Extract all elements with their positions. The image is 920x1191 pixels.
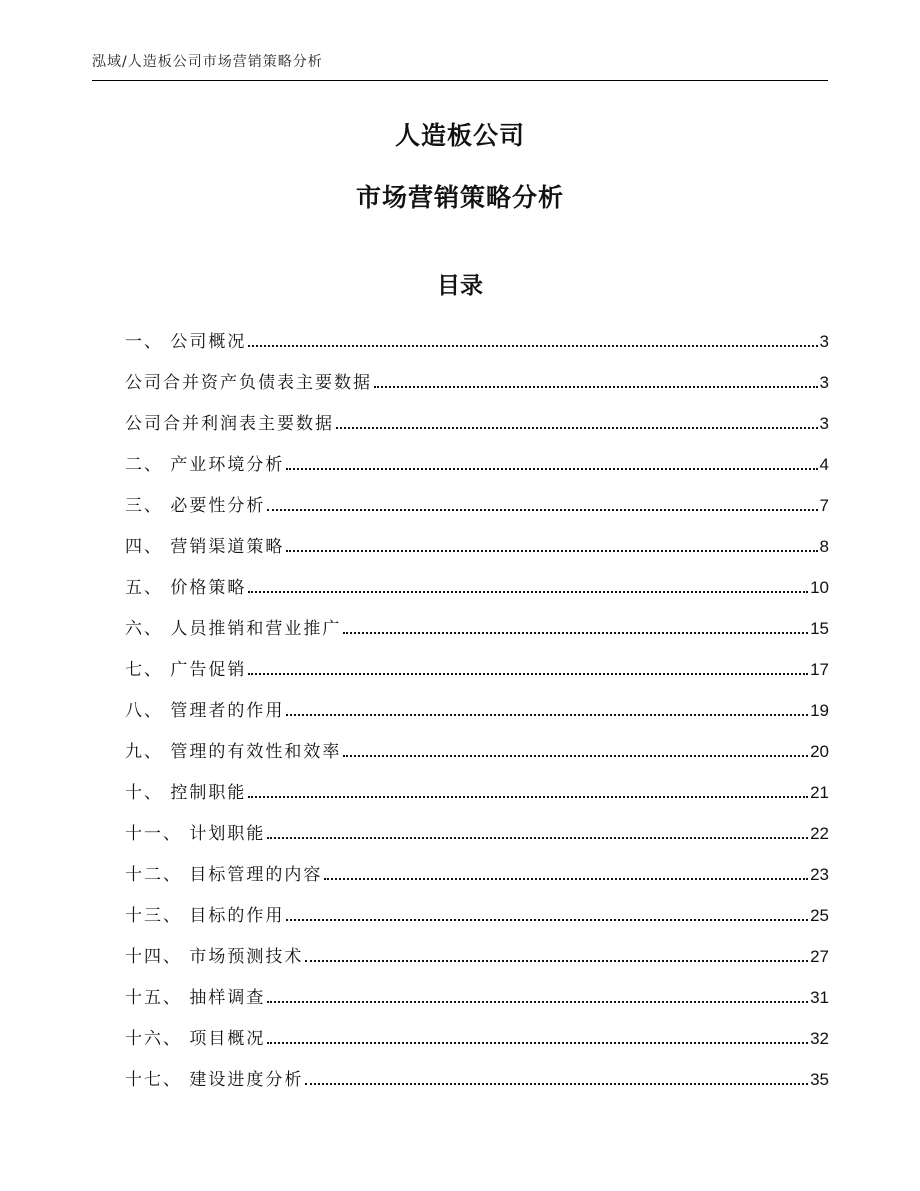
- toc-heading: 目录: [437, 273, 483, 299]
- toc-entry-number: 二、: [125, 455, 171, 475]
- toc-entry-label: 项目概况: [189, 1029, 266, 1049]
- toc-entry-label: 广告促销: [170, 660, 247, 680]
- toc-entry-page: 15: [810, 619, 829, 638]
- toc-entry[interactable]: [125, 527, 829, 568]
- toc-leader-dots: [324, 878, 808, 880]
- toc-entry-label: 公司合并资产负债表主要数据: [125, 373, 372, 393]
- toc-entry[interactable]: [125, 486, 829, 527]
- toc-entry[interactable]: [125, 773, 829, 814]
- toc-leader-dots: [336, 427, 818, 429]
- toc-entry-number: 十七、: [125, 1070, 190, 1090]
- toc-leader-dots: [286, 714, 808, 716]
- toc-entry-page: 3: [819, 332, 829, 351]
- toc-entry[interactable]: [125, 855, 829, 896]
- toc-entry-number: 八、: [125, 701, 171, 721]
- toc-entry-label: 目标管理的内容: [189, 865, 323, 885]
- toc-leader-dots: [343, 755, 808, 757]
- toc-entry[interactable]: [125, 609, 829, 650]
- toc-entry-label: 管理的有效性和效率: [170, 742, 342, 762]
- toc-entry[interactable]: [125, 363, 829, 404]
- running-header: 泓域/人造板公司市场营销策略分析: [92, 54, 323, 70]
- toc-leader-dots: [286, 550, 817, 552]
- toc-entry-number: 十五、: [125, 988, 190, 1008]
- toc-entry-page: 4: [819, 455, 829, 474]
- toc-entry-label: 抽样调查: [189, 988, 266, 1008]
- toc-entry-page: 3: [819, 373, 829, 392]
- toc-entry-label: 管理者的作用: [170, 701, 285, 721]
- toc-entry-label: 公司概况: [170, 332, 247, 352]
- toc-entry-number: 十四、: [125, 947, 190, 967]
- toc-entry-number: 十一、: [125, 824, 190, 844]
- toc-entry-page: 10: [810, 578, 829, 597]
- toc-entry-page: 22: [810, 824, 829, 843]
- toc-entry-number: 十、: [125, 783, 171, 803]
- toc-entry[interactable]: [125, 445, 829, 486]
- toc-entry-page: 31: [810, 988, 829, 1007]
- toc-entry-label: 计划职能: [189, 824, 266, 844]
- toc-leader-dots: [248, 591, 808, 593]
- toc-leader-dots: [248, 345, 817, 347]
- toc-entry[interactable]: [125, 650, 829, 691]
- toc-entry-page: 8: [819, 537, 829, 556]
- toc-leader-dots: [286, 919, 808, 921]
- toc-entry[interactable]: [125, 568, 829, 609]
- toc-entry-page: 25: [810, 906, 829, 925]
- toc-entry-label: 目标的作用: [189, 906, 285, 926]
- toc-entry-label: 必要性分析: [170, 496, 266, 516]
- toc-entry-number: 四、: [125, 537, 171, 557]
- toc-entry-label: 价格策略: [170, 578, 247, 598]
- toc-entry-page: 17: [810, 660, 829, 679]
- toc-entry-number: 十二、: [125, 865, 190, 885]
- toc-leader-dots: [305, 1083, 808, 1085]
- toc-entry-page: 21: [810, 783, 829, 802]
- toc-entry-number: 一、: [125, 332, 171, 352]
- toc-leader-dots: [248, 796, 808, 798]
- toc-leader-dots: [267, 1042, 808, 1044]
- toc-entry[interactable]: [125, 937, 829, 978]
- toc-entry[interactable]: [125, 732, 829, 773]
- toc-leader-dots: [267, 837, 808, 839]
- toc-entry-number: 六、: [125, 619, 171, 639]
- toc-entry-number: 五、: [125, 578, 171, 598]
- toc-entry-label: 建设进度分析: [189, 1070, 304, 1090]
- toc-leader-dots: [286, 468, 817, 470]
- toc-entry-label: 营销渠道策略: [170, 537, 285, 557]
- toc-entry-number: 三、: [125, 496, 171, 516]
- toc-entry-page: 23: [810, 865, 829, 884]
- toc-entry-page: 27: [810, 947, 829, 966]
- document-title: 人造板公司: [394, 121, 525, 150]
- toc-entry[interactable]: [125, 1019, 829, 1060]
- toc-entry[interactable]: [125, 322, 829, 363]
- toc-entry-page: 19: [810, 701, 829, 720]
- toc-entry-page: 3: [819, 414, 829, 433]
- document-subtitle: 市场营销策略分析: [355, 183, 564, 212]
- toc-leader-dots: [343, 632, 808, 634]
- toc-entry-number: 十三、: [125, 906, 190, 926]
- toc-entry[interactable]: [125, 404, 829, 445]
- toc-entry[interactable]: [125, 978, 829, 1019]
- toc-leader-dots: [267, 509, 817, 511]
- toc-entry[interactable]: [125, 814, 829, 855]
- header-rule: [92, 80, 828, 81]
- toc-entry[interactable]: [125, 1060, 829, 1101]
- toc-leader-dots: [267, 1001, 808, 1003]
- toc-entry-number: 十六、: [125, 1029, 190, 1049]
- toc-entry-label: 人员推销和营业推广: [170, 619, 342, 639]
- toc-entry[interactable]: [125, 896, 829, 937]
- toc-entry-number: 九、: [125, 742, 171, 762]
- toc-leader-dots: [305, 960, 808, 962]
- toc-entry[interactable]: [125, 691, 829, 732]
- toc-entry-page: 20: [810, 742, 829, 761]
- toc-entry-label: 市场预测技术: [189, 947, 304, 967]
- toc-entry-number: 七、: [125, 660, 171, 680]
- toc-entry-label: 公司合并利润表主要数据: [125, 414, 334, 434]
- toc-entry-page: 7: [819, 496, 829, 515]
- toc-entry-label: 产业环境分析: [170, 455, 285, 475]
- toc-entry-page: 32: [810, 1029, 829, 1048]
- toc-entry-label: 控制职能: [170, 783, 247, 803]
- toc-leader-dots: [248, 673, 808, 675]
- toc-entry-page: 35: [810, 1070, 829, 1089]
- table-of-contents: [125, 322, 829, 1101]
- toc-leader-dots: [374, 386, 818, 388]
